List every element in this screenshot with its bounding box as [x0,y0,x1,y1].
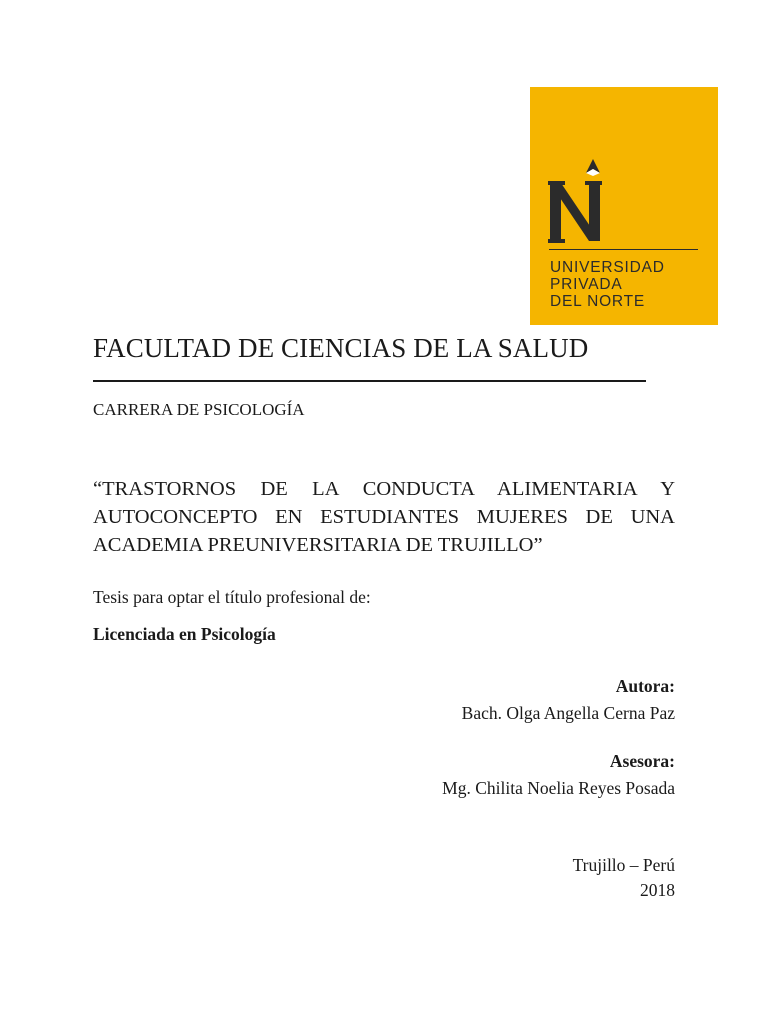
advisor-name: Mg. Chilita Noelia Reyes Posada [442,778,675,798]
heading-rule [93,380,646,382]
year: 2018 [640,880,675,900]
thesis-purpose: Tesis para optar el título profesional de: [93,587,371,607]
logo-wordmark [550,259,710,310]
advisor-label: Asesora: [609,751,675,771]
thesis-title: “TRASTORNOS DE LA CONDUCTA ALIMENTARIA Y AUTOCONCEPTO EN ESTUDIANTES MUJERES DE UNA ACADEMIA PREUNIVERSITARIA DE TRUJILLO” [93,478,675,556]
logo-n-mark-icon [548,157,602,243]
author-name: Bach. Olga Angella Cerna Paz [461,703,675,723]
logo-divider [549,249,698,250]
author-label: Autora: [615,676,675,696]
logo-line-3: DEL NORTE [550,293,646,310]
faculty-heading: FACULTAD DE CIENCIAS DE LA SALUD [93,333,589,363]
degree-name: Licenciada en Psicología [93,624,276,644]
career-label: CARRERA DE PSICOLOGÍA [93,400,305,419]
place: Trujillo – Perú [572,855,675,875]
logo-line-1: UNIVERSIDAD [550,259,665,276]
university-logo [530,87,718,325]
logo-line-2: PRIVADA [550,276,623,293]
